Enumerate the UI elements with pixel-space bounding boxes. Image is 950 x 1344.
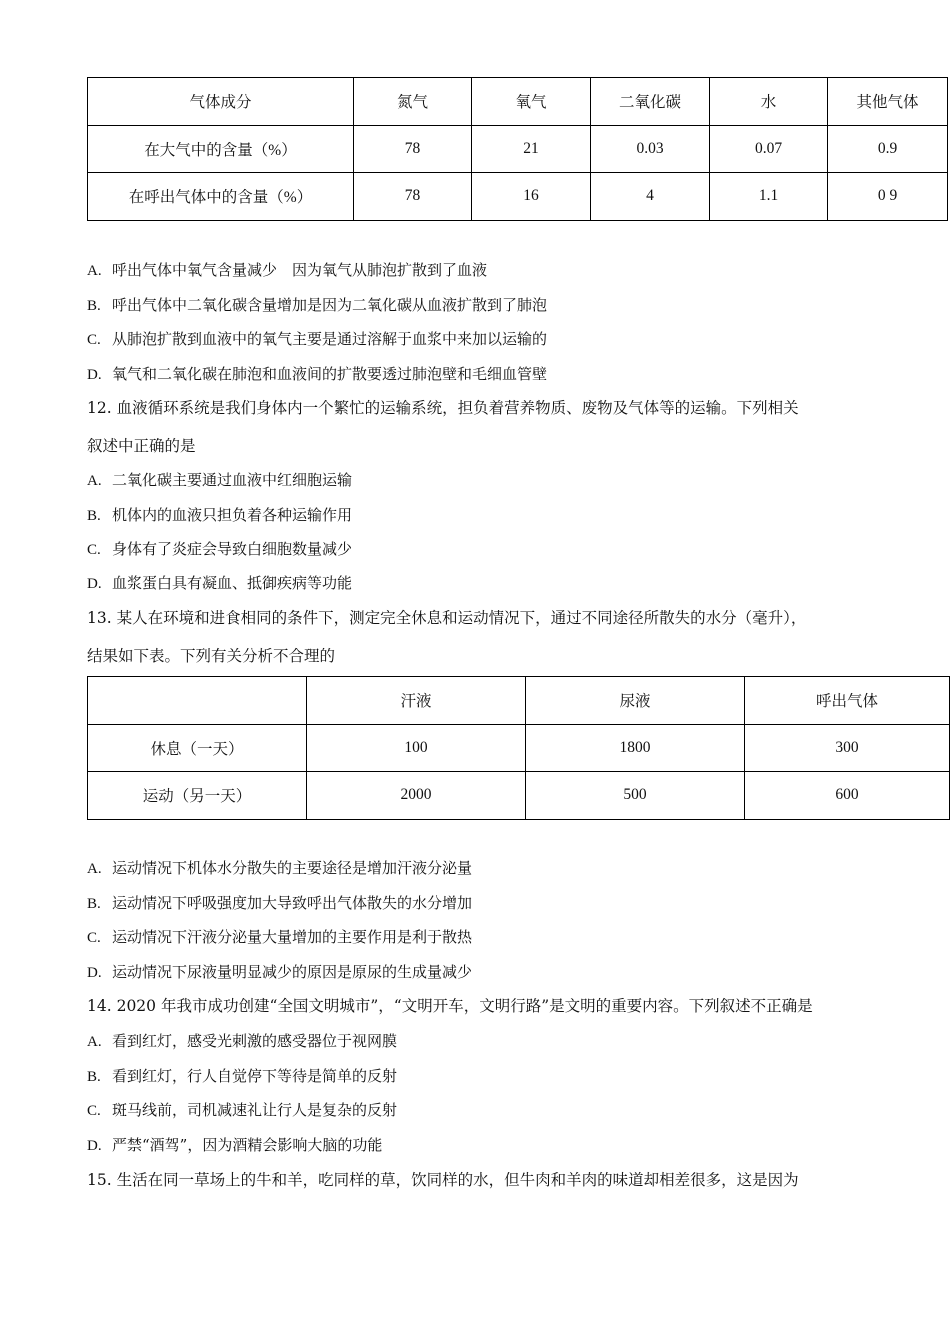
option-text: 运动情况下尿液量明显减少的原因是原尿的生成量减少 xyxy=(112,963,473,981)
table-cell: 0.9 xyxy=(828,125,948,173)
option-text: 身体有了炎症会导致白细胞数量减少 xyxy=(112,540,353,558)
option-label: B. xyxy=(87,896,101,912)
q12-option-a xyxy=(87,470,947,491)
q13-option-d xyxy=(87,962,947,983)
q11-option-d xyxy=(87,364,947,385)
option-label: A. xyxy=(87,473,102,489)
q11-option-a xyxy=(87,260,947,281)
q13-stem-continued: 结果如下表。下列有关分析不合理的 xyxy=(87,647,336,665)
table-cell: 300 xyxy=(745,724,950,772)
table-row xyxy=(88,772,950,820)
option-text: 运动情况下机体水分散失的主要途径是增加汗液分泌量 xyxy=(112,859,473,877)
table-cell: 在大气中的含量（%） xyxy=(88,125,354,173)
option-label: B. xyxy=(87,298,101,314)
q12-stem-continued: 叙述中正确的是 xyxy=(87,437,196,455)
table-header-row xyxy=(88,677,950,725)
option-label: D. xyxy=(87,965,102,981)
option-label: B. xyxy=(87,508,101,524)
option-text: 看到红灯，行人自觉停下等待是简单的反射 xyxy=(112,1067,398,1085)
option-text: 机体内的血液只担负着各种运输作用 xyxy=(112,506,353,524)
q12-option-c xyxy=(87,539,947,560)
option-text: 斑马线前，司机减速礼让行人是复杂的反射 xyxy=(112,1101,398,1119)
table-header-cell: 氮气 xyxy=(354,78,472,126)
table-header-cell: 其他气体 xyxy=(828,78,948,126)
q13-stem: 13. 某人在环境和进食相同的条件下，测定完全休息和运动情况下，通过不同途径所散失的水分（毫升）， xyxy=(87,609,807,627)
option-label: D. xyxy=(87,367,102,383)
table-header-cell xyxy=(88,677,307,725)
table-cell: 0.07 xyxy=(710,125,828,173)
option-label: A. xyxy=(87,263,102,279)
q15-stem: 15. 生活在同一草场上的牛和羊，吃同样的草，饮同样的水，但牛肉和羊肉的味道却相差很多，这是因为 xyxy=(87,1171,799,1189)
option-label: B. xyxy=(87,1069,101,1085)
table-header-cell: 氧气 xyxy=(472,78,591,126)
table-header-cell: 二氧化碳 xyxy=(591,78,710,126)
table-cell: 4 xyxy=(591,173,710,221)
option-label: C. xyxy=(87,930,101,946)
table-cell: 100 xyxy=(307,724,526,772)
table-cell: 运动（另一天） xyxy=(88,772,307,820)
table-cell: 0.03 xyxy=(591,125,710,173)
option-label: C. xyxy=(87,332,101,348)
q11-option-b xyxy=(87,295,947,316)
option-text: 呼出气体中二氧化碳含量增加是因为二氧化碳从血液扩散到了肺泡 xyxy=(112,296,548,314)
table-row xyxy=(88,724,950,772)
q12-option-b xyxy=(87,505,947,526)
option-label: A. xyxy=(87,1034,102,1050)
option-label: C. xyxy=(87,1103,101,1119)
table-cell: 78 xyxy=(354,173,472,221)
option-text: 运动情况下汗液分泌量大量增加的主要作用是利于散热 xyxy=(112,928,473,946)
q13-option-c xyxy=(87,927,947,948)
q11-option-c xyxy=(87,329,947,350)
option-text: 氧气和二氧化碳在肺泡和血液间的扩散要透过肺泡壁和毛细血管壁 xyxy=(112,365,548,383)
option-text: 从肺泡扩散到血液中的氧气主要是通过溶解于血浆中来加以运输的 xyxy=(112,330,548,348)
table-cell: 2000 xyxy=(307,772,526,820)
option-text: 运动情况下呼吸强度加大导致呼出气体散失的水分增加 xyxy=(112,894,473,912)
q12-option-d xyxy=(87,573,947,594)
q13-option-b xyxy=(87,893,947,914)
table-cell: 0 9 xyxy=(828,173,948,221)
table-cell: 78 xyxy=(354,125,472,173)
table-cell: 1800 xyxy=(526,724,745,772)
table-cell: 16 xyxy=(472,173,591,221)
table-cell: 休息（一天） xyxy=(88,724,307,772)
option-label: A. xyxy=(87,861,102,877)
q14-stem: 14. 2020 年我市成功创建“全国文明城市”，“文明开车，文明行路”是文明的重要内容。下列叙述不正确是 xyxy=(87,997,813,1015)
gas-composition-table xyxy=(87,77,948,221)
option-text: 血浆蛋白具有凝血、抵御疾病等功能 xyxy=(112,574,353,592)
option-label: C. xyxy=(87,542,101,558)
table-cell: 600 xyxy=(745,772,950,820)
table-header-cell: 气体成分 xyxy=(88,78,354,126)
q13-option-a xyxy=(87,858,947,879)
table-cell: 21 xyxy=(472,125,591,173)
water-loss-table xyxy=(87,676,950,820)
option-text: 二氧化碳主要通过血液中红细胞运输 xyxy=(112,471,353,489)
option-text: 看到红灯，感受光刺激的感受器位于视网膜 xyxy=(112,1032,398,1050)
table-row xyxy=(88,125,948,173)
q14-option-b xyxy=(87,1066,947,1087)
q14-option-d xyxy=(87,1135,947,1156)
option-text: 严禁“酒驾”，因为酒精会影响大脑的功能 xyxy=(112,1136,383,1154)
table-header-cell: 水 xyxy=(710,78,828,126)
table-header-cell: 尿液 xyxy=(526,677,745,725)
table-header-row xyxy=(88,78,948,126)
table-row xyxy=(88,173,948,221)
table-header-cell: 呼出气体 xyxy=(745,677,950,725)
q12-stem: 12. 血液循环系统是我们身体内一个繁忙的运输系统，担负着营养物质、废物及气体等的运输。下列相关 xyxy=(87,399,799,417)
q14-option-c xyxy=(87,1100,947,1121)
q14-option-a xyxy=(87,1031,947,1052)
option-label: D. xyxy=(87,576,102,592)
table-cell: 1.1 xyxy=(710,173,828,221)
option-label: D. xyxy=(87,1138,102,1154)
option-text: 呼出气体中氧气含量减少 因为氧气从肺泡扩散到了血液 xyxy=(112,261,488,279)
table-header-cell: 汗液 xyxy=(307,677,526,725)
table-cell: 在呼出气体中的含量（%） xyxy=(88,173,354,221)
table-cell: 500 xyxy=(526,772,745,820)
